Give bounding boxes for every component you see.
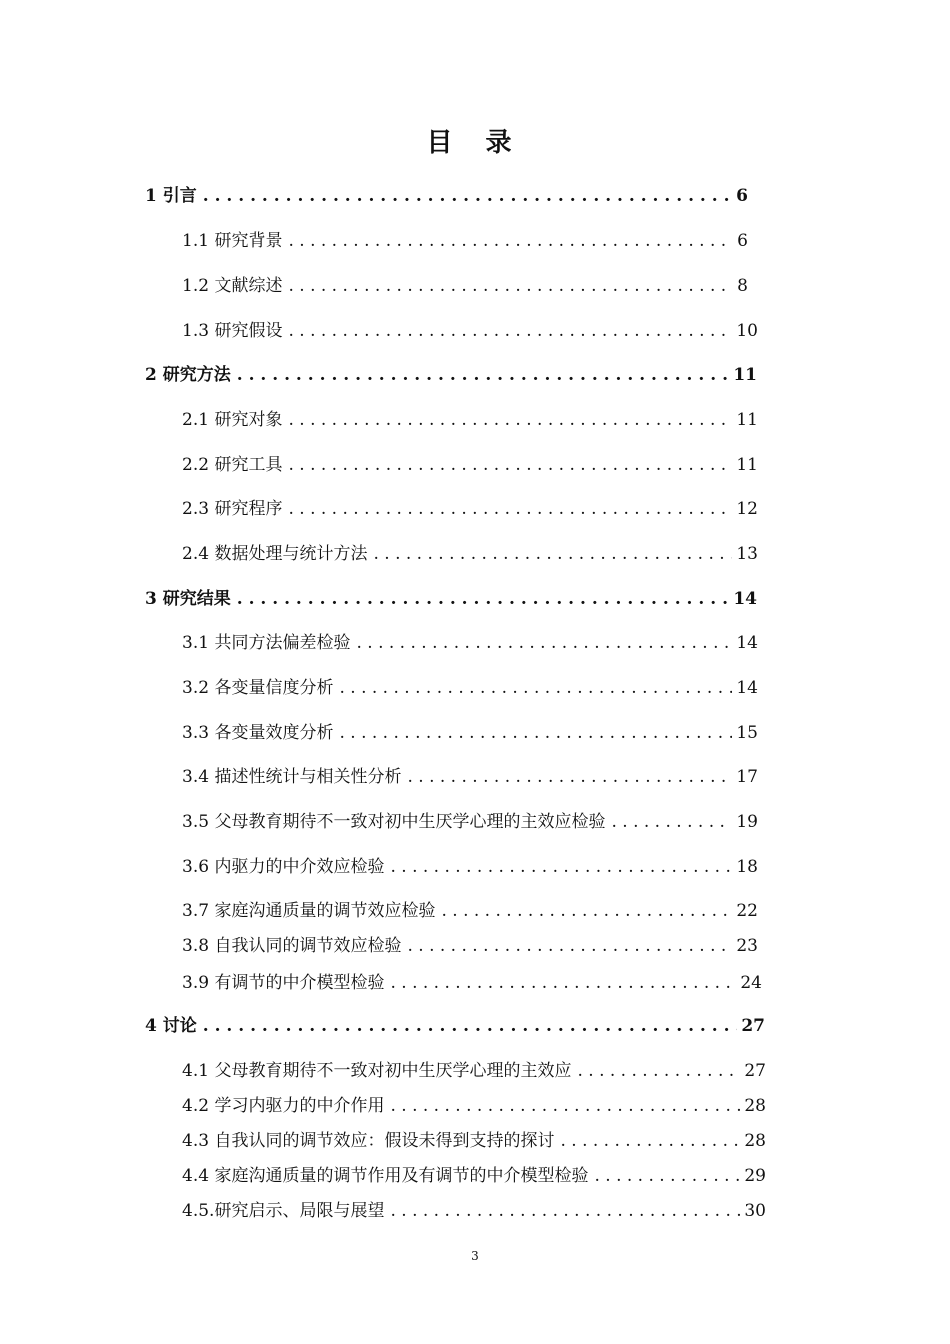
toc-entry[interactable] (182, 409, 758, 431)
toc-leader (441, 900, 732, 922)
toc-entry-label: 2.1 研究对象 (182, 410, 283, 430)
toc-leader (288, 320, 732, 342)
toc-entry-label: 2.4 数据处理与统计方法 (182, 544, 368, 564)
toc-entry[interactable] (182, 543, 758, 565)
toc-entry-label: 4 讨论 (145, 1016, 197, 1036)
toc-entry-label: 3.1 共同方法偏差检验 (182, 633, 351, 653)
toc-entry-page: 29 (744, 1166, 766, 1186)
toc-entry-page: 14 (736, 633, 758, 653)
toc-entry-label: 3.4 描述性统计与相关性分析 (182, 767, 402, 787)
toc-entry-page: 23 (736, 936, 758, 956)
toc-leader (390, 1095, 740, 1117)
toc-leader (407, 766, 732, 788)
toc-leader (339, 722, 732, 744)
toc-entry[interactable] (182, 856, 758, 878)
toc-leader (373, 543, 732, 565)
toc-leader (390, 1200, 740, 1222)
toc-entry-page: 28 (744, 1131, 766, 1151)
toc-leader (390, 972, 736, 994)
toc-leader (237, 588, 730, 610)
toc-entry-page: 27 (741, 1016, 765, 1036)
toc-entry[interactable] (145, 1015, 765, 1037)
toc-entry[interactable] (182, 275, 748, 297)
toc-entry-label: 3.3 各变量效度分析 (182, 723, 334, 743)
toc-leader (339, 677, 732, 699)
toc-entry[interactable] (182, 677, 758, 699)
toc-entry-page: 24 (740, 973, 762, 993)
toc-entry-page: 19 (736, 812, 758, 832)
toc-entry-label: 1.1 研究背景 (182, 231, 283, 251)
toc-leader (577, 1060, 740, 1082)
toc-entry-page: 8 (737, 276, 748, 296)
toc-leader (237, 364, 730, 386)
toc-entry[interactable] (182, 1200, 766, 1222)
toc-entry[interactable] (145, 364, 757, 386)
toc-entry[interactable] (182, 498, 758, 520)
toc-entry-page: 30 (744, 1201, 766, 1221)
toc-entry-label: 1.3 研究假设 (182, 321, 283, 341)
toc-entry-label: 2 研究方法 (145, 365, 231, 385)
toc-entry-label: 3.6 内驱力的中介效应检验 (182, 857, 385, 877)
toc-entry[interactable] (182, 230, 748, 252)
toc-leader (288, 275, 733, 297)
toc-entry[interactable] (182, 1095, 766, 1117)
toc-entry-page: 13 (736, 544, 758, 564)
toc-entry-label: 1 引言 (145, 186, 197, 206)
toc-entry-page: 17 (736, 767, 758, 787)
toc-entry-label: 2.2 研究工具 (182, 455, 283, 475)
toc-leader (356, 632, 732, 654)
toc-entry-label: 1.2 文献综述 (182, 276, 283, 296)
toc-entry-page: 18 (736, 857, 758, 877)
toc-entry-page: 15 (736, 723, 758, 743)
toc-entry-page: 11 (736, 455, 758, 475)
toc-leader (288, 454, 732, 476)
toc-entry-page: 27 (744, 1061, 766, 1081)
toc-entry-page: 28 (744, 1096, 766, 1116)
toc-entry-label: 4.2 学习内驱力的中介作用 (182, 1096, 385, 1116)
toc-entry[interactable] (182, 722, 758, 744)
toc-entry[interactable] (182, 766, 758, 788)
toc-entry-label: 3 研究结果 (145, 589, 231, 609)
toc-leader (288, 498, 732, 520)
toc-entry[interactable] (145, 185, 748, 207)
toc-entry-page: 11 (736, 410, 758, 430)
toc-leader (288, 409, 732, 431)
toc-entry-label: 4.4 家庭沟通质量的调节作用及有调节的中介模型检验 (182, 1166, 589, 1186)
toc-entry[interactable] (182, 454, 758, 476)
page-title: 目 录 (426, 128, 524, 158)
toc-entry-label: 2.3 研究程序 (182, 499, 283, 519)
toc-entry-label: 4.3 自我认同的调节效应：假设未得到支持的探讨 (182, 1131, 555, 1151)
toc-entry-page: 14 (733, 589, 757, 609)
toc-leader (611, 811, 732, 833)
toc-entry[interactable] (182, 900, 758, 922)
toc-entry-page: 22 (736, 901, 758, 921)
toc-entry-page: 14 (736, 678, 758, 698)
toc-entry-label: 3.7 家庭沟通质量的调节效应检验 (182, 901, 436, 921)
toc-leader (203, 1015, 738, 1037)
toc-entry[interactable] (182, 811, 758, 833)
toc-entry[interactable] (182, 320, 758, 342)
toc-entry-page: 12 (736, 499, 758, 519)
toc-leader (288, 230, 733, 252)
toc-entry[interactable] (145, 588, 757, 610)
toc-entry[interactable] (182, 935, 758, 957)
toc-entry[interactable] (182, 632, 758, 654)
toc-entry-page: 6 (736, 186, 748, 206)
toc-entry-page: 11 (733, 365, 757, 385)
toc-entry-page: 10 (736, 321, 758, 341)
toc-leader (407, 935, 732, 957)
toc-entry[interactable] (182, 1060, 766, 1082)
toc-entry-label: 4.5.研究启示、局限与展望 (182, 1201, 385, 1221)
toc-entry-label: 3.2 各变量信度分析 (182, 678, 334, 698)
toc-entry[interactable] (182, 1130, 766, 1152)
toc-entry[interactable] (182, 972, 762, 994)
toc-entry[interactable] (182, 1165, 766, 1187)
toc-entry-label: 3.8 自我认同的调节效应检验 (182, 936, 402, 956)
toc-leader (203, 185, 732, 207)
toc-leader (560, 1130, 740, 1152)
page-number: 3 (471, 1249, 479, 1263)
toc-leader (390, 856, 732, 878)
toc-entry-label: 3.9 有调节的中介模型检验 (182, 973, 385, 993)
toc-entry-label: 4.1 父母教育期待不一致对初中生厌学心理的主效应 (182, 1061, 572, 1081)
toc-entry-page: 6 (737, 231, 748, 251)
toc-entry-label: 3.5 父母教育期待不一致对初中生厌学心理的主效应检验 (182, 812, 606, 832)
toc-leader (594, 1165, 740, 1187)
